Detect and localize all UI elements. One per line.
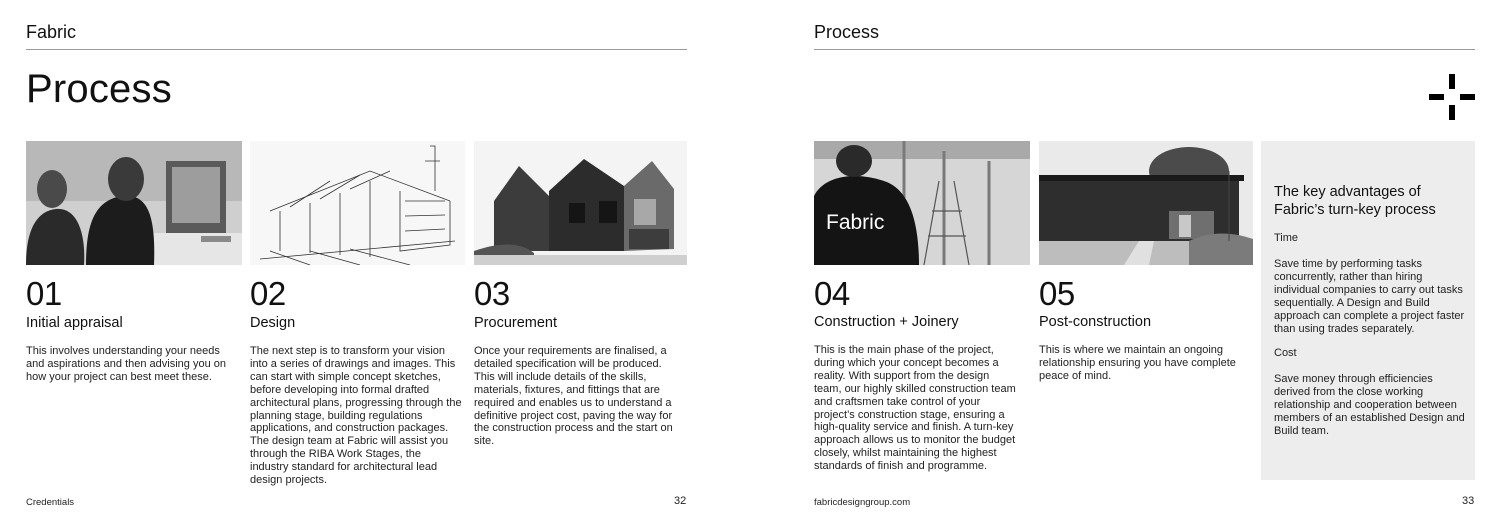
step-number: 03 [474, 275, 510, 312]
plus-cross-icon [1429, 74, 1475, 120]
left-page-number: 32 [674, 495, 687, 507]
photo-design-sketch [250, 141, 465, 265]
step-number: 02 [250, 275, 286, 312]
photo-initial-appraisal [26, 141, 242, 265]
jacket-logo-text: Fabric [826, 211, 885, 234]
right-header-rule [814, 49, 1475, 50]
page-title: Process [26, 67, 172, 111]
step-body: This is the main phase of the project, during which your concept becomes a reality. With support from the design team, our highly skilled construction team and craftsmen take control of your project’s construction stage, ensuring a high-quality service and finish. A turn-key approach allows us to monitor the budget closely, whilst maintaining the highest standards of finish and programme. [814, 344, 1016, 473]
photo-construction [814, 141, 1030, 265]
right-footer: fabricdesigngroup.com [814, 497, 911, 508]
step-number: 04 [814, 275, 850, 312]
right-page-header: Process [814, 22, 880, 42]
cost-text: Save money through efficiencies derived from the close working relationship and cooperation between members of an established Design and Build team. [1274, 373, 1465, 437]
time-label: Time [1274, 232, 1299, 244]
step-body: Once your requirements are finalised, a detailed specification will be produced. This will include details of the skills, materials, fixtures, and fittings that are required and enables us to understand a definitive project cost, paving the way for the construction process and the start on site. [474, 345, 673, 448]
left-header-rule [26, 49, 687, 50]
step-body: This involves understanding your needs and aspirations and then advising you on how your project can best meet these. [26, 345, 226, 383]
step-title: Initial appraisal [26, 315, 123, 331]
photo-post-construction [1039, 141, 1253, 265]
step-number: 05 [1039, 275, 1075, 312]
step-body: This is where we maintain an ongoing relationship ensuring you have complete peace of mind. [1039, 344, 1236, 382]
left-page-header: Fabric [26, 22, 77, 42]
step-title: Design [250, 315, 296, 331]
photo-procurement-house [474, 141, 687, 265]
right-page-number: 33 [1462, 495, 1475, 507]
cost-label: Cost [1274, 347, 1297, 359]
left-footer: Credentials [26, 497, 75, 508]
step-body: The next step is to transform your vision into a series of drawings and images. This can start with simple concept sketches, before developing into formal drafted architectural plans, progressing through the planning stage, building regulations applications, and construction packages. The design team at Fabric will assist you through the RIBA Work Stages, the industry standard for architectural lead design projects. [250, 345, 462, 487]
step-title: Construction + Joinery [814, 314, 959, 330]
step-number: 01 [26, 275, 62, 312]
step-title: Post-construction [1039, 314, 1152, 330]
time-text: Save time by performing tasks concurrently, rather than hiring individual companies to carry out tasks sequentially. A Design and Build approach can complete a project faster than using trades separately. [1274, 258, 1465, 335]
step-title: Procurement [474, 315, 558, 331]
advantages-title: The key advantages of Fabric’s turn-key process [1274, 184, 1436, 218]
